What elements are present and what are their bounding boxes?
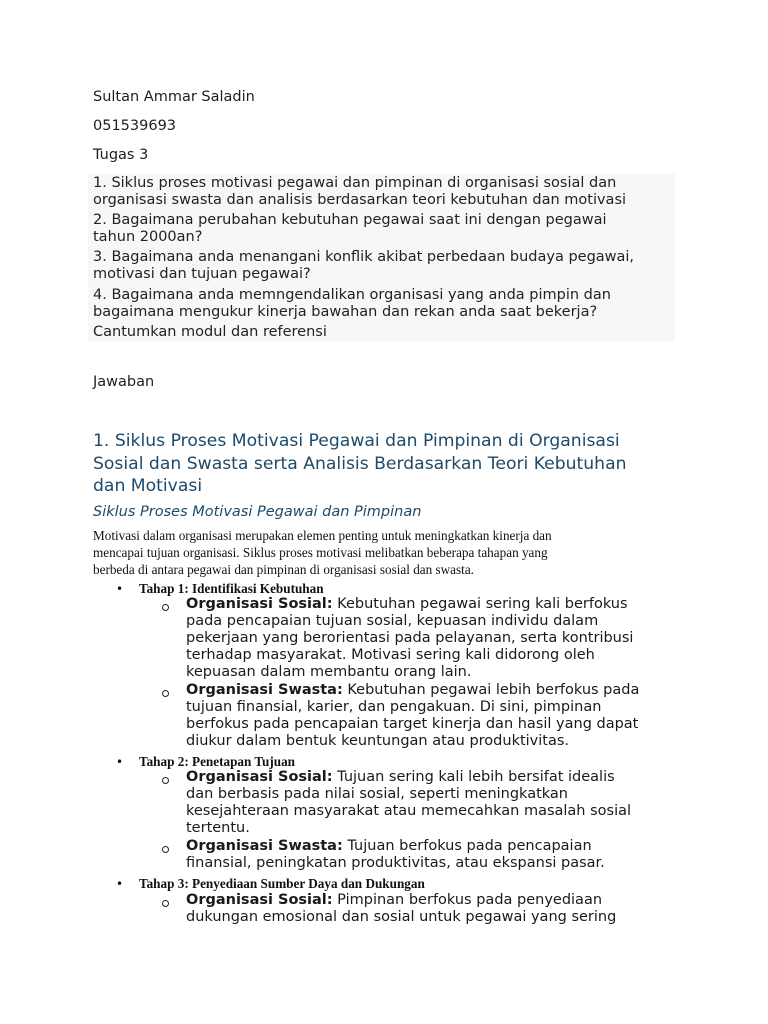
intro-paragraph-line: Motivasi dalam organisasi merupakan elemen penting untuk meningkatkan kinerja dan bbox=[93, 528, 552, 543]
question-line: 2. Bagaimana perubahan kebutuhan pegawai saat ini dengan pegawai bbox=[93, 212, 607, 228]
stage-title: Tahap 2: Penetapan Tujuan bbox=[139, 754, 295, 769]
list-item-line: berfokus pada pencapaian target kinerja dan hasil yang dapat bbox=[186, 716, 639, 732]
list-item-line: diukur dalam bentuk keuntungan atau produktivitas. bbox=[186, 733, 570, 749]
answer-label: Jawaban bbox=[93, 374, 155, 390]
item-label: Organisasi Sosial: bbox=[186, 769, 333, 785]
list-item-line: Organisasi Sosial: Pimpinan berfokus pada penyediaan bbox=[186, 892, 603, 908]
bullet-icon: • bbox=[116, 582, 124, 596]
task-title: Tugas 3 bbox=[93, 147, 149, 163]
question-line: organisasi swasta dan analisis berdasarkan teori kebutuhan dan motivasi bbox=[93, 192, 627, 208]
section-heading: dan Motivasi bbox=[93, 476, 203, 496]
list-item-line: Organisasi Sosial: Kebutuhan pegawai sering kali berfokus bbox=[186, 596, 628, 612]
sub-bullet-icon bbox=[162, 777, 169, 784]
list-item-line: Organisasi Sosial: Tujuan sering kali lebih bersifat idealis bbox=[186, 769, 615, 785]
question-line: motivasi dan tujuan pegawai? bbox=[93, 266, 311, 282]
question-line: tahun 2000an? bbox=[93, 229, 203, 245]
list-item-line: finansial, peningkatan produktivitas, atau ekspansi pasar. bbox=[186, 855, 605, 871]
list-item-line: terhadap masyarakat. Motivasi sering kali didorong oleh bbox=[186, 647, 595, 663]
list-item-line: dan berbasis pada nilai sosial, seperti meningkatkan bbox=[186, 786, 568, 802]
stage-title: Tahap 3: Penyediaan Sumber Daya dan Dukungan bbox=[139, 876, 425, 891]
list-item-line: pada pencapaian tujuan sosial, kepuasan individu dalam bbox=[186, 613, 599, 629]
question-line: 3. Bagaimana anda menangani konflik akibat perbedaan budaya pegawai, bbox=[93, 249, 635, 265]
bullet-icon: • bbox=[116, 755, 124, 769]
intro-paragraph-line: mencapai tujuan organisasi. Siklus proses motivasi melibatkan beberapa tahapan yang bbox=[93, 545, 548, 560]
list-item-line: pekerjaan yang berorientasi pada pelayanan, serta kontribusi bbox=[186, 630, 634, 646]
author-name: Sultan Ammar Saladin bbox=[93, 89, 255, 105]
list-item-line: tertentu. bbox=[186, 820, 250, 836]
question-line: 1. Siklus proses motivasi pegawai dan pimpinan di organisasi sosial dan bbox=[93, 175, 617, 191]
stage-title: Tahap 1: Identifikasi Kebutuhan bbox=[139, 581, 324, 596]
list-item-line: kepuasan dalam membantu orang lain. bbox=[186, 664, 472, 680]
section-heading: 1. Siklus Proses Motivasi Pegawai dan Pimpinan di Organisasi bbox=[93, 431, 620, 451]
bullet-icon: • bbox=[116, 877, 124, 891]
sub-bullet-icon bbox=[162, 604, 169, 611]
list-item-line: dukungan emosional dan sosial untuk pegawai yang sering bbox=[186, 909, 617, 925]
item-label: Organisasi Sosial: bbox=[186, 892, 333, 908]
list-item-line: kesejahteraan masyarakat atau memecahkan masalah sosial bbox=[186, 803, 632, 819]
student-number: 051539693 bbox=[93, 118, 177, 134]
question-line: 4. Bagaimana anda memngendalikan organisasi yang anda pimpin dan bbox=[93, 287, 611, 303]
intro-paragraph-line: berbeda di antara pegawai dan pimpinan di organisasi sosial dan swasta. bbox=[93, 562, 474, 577]
item-label: Organisasi Sosial: bbox=[186, 596, 333, 612]
section-heading: Sosial dan Swasta serta Analisis Berdasarkan Teori Kebutuhan bbox=[93, 454, 627, 474]
sub-bullet-icon bbox=[162, 900, 169, 907]
list-item-line: tujuan finansial, karier, dan pengakuan. Di sini, pimpinan bbox=[186, 699, 602, 715]
item-label: Organisasi Swasta: bbox=[186, 682, 343, 698]
question-line: bagaimana mengukur kinerja bawahan dan rekan anda saat bekerja? bbox=[93, 304, 598, 320]
list-item-line: Organisasi Swasta: Kebutuhan pegawai lebih berfokus pada bbox=[186, 682, 640, 698]
section-subheading: Siklus Proses Motivasi Pegawai dan Pimpinan bbox=[93, 504, 422, 520]
sub-bullet-icon bbox=[162, 690, 169, 697]
item-label: Organisasi Swasta: bbox=[186, 838, 343, 854]
list-item-line: Organisasi Swasta: Tujuan berfokus pada pencapaian bbox=[186, 838, 592, 854]
sub-bullet-icon bbox=[162, 846, 169, 853]
question-line: Cantumkan modul dan referensi bbox=[93, 324, 327, 340]
